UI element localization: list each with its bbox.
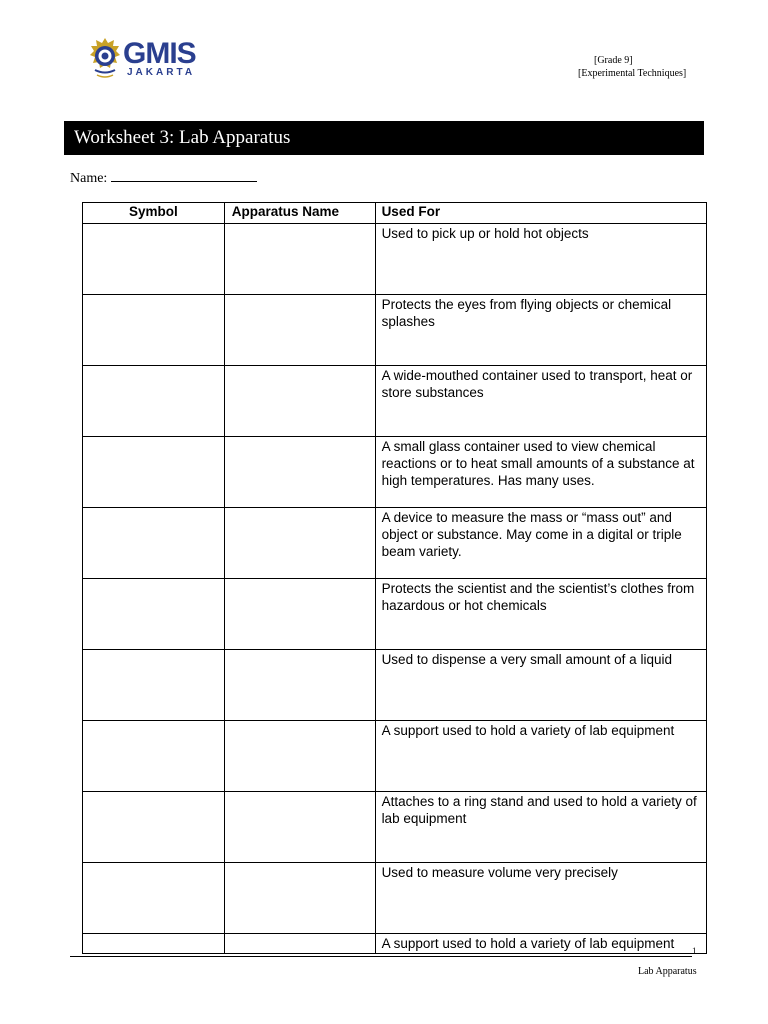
footer-divider	[70, 956, 692, 957]
apparatus-name-cell[interactable]	[224, 934, 375, 954]
symbol-cell[interactable]	[83, 863, 225, 934]
apparatus-name-cell[interactable]	[224, 721, 375, 792]
page-number: 1	[692, 946, 697, 956]
apparatus-name-cell[interactable]	[224, 437, 375, 508]
symbol-cell[interactable]	[83, 366, 225, 437]
symbol-cell[interactable]	[83, 650, 225, 721]
table-row	[83, 721, 707, 792]
symbol-cell[interactable]	[83, 437, 225, 508]
apparatus-name-cell[interactable]	[224, 650, 375, 721]
table-row	[83, 863, 707, 934]
used-for-cell: Used to pick up or hold hot objects	[375, 224, 706, 295]
used-for-cell: Used to dispense a very small amount of a liquid	[375, 650, 706, 721]
symbol-cell[interactable]	[83, 792, 225, 863]
table-row	[83, 224, 707, 295]
apparatus-table	[82, 202, 707, 954]
symbol-cell[interactable]	[83, 934, 225, 954]
table-row	[83, 934, 707, 954]
symbol-cell[interactable]	[83, 721, 225, 792]
used-for-cell: Protects the scientist and the scientist’s clothes from hazardous or hot chemicals	[375, 579, 706, 650]
title-bar	[64, 121, 704, 155]
used-for-cell: Used to measure volume very precisely	[375, 863, 706, 934]
apparatus-name-cell[interactable]	[224, 863, 375, 934]
apparatus-name-cell[interactable]	[224, 295, 375, 366]
used-for-cell: A wide-mouthed container used to transport, heat or store substances	[375, 366, 706, 437]
used-for-cell: A small glass container used to view chemical reactions or to heat small amounts of a substance at high temperatures. Has many uses.	[375, 437, 706, 508]
footer-title: Lab Apparatus	[638, 966, 697, 977]
school-crest-icon	[89, 37, 121, 81]
used-for-cell: A device to measure the mass or “mass out” and object or substance. May come in a digital or triple beam variety.	[375, 508, 706, 579]
symbol-cell[interactable]	[83, 295, 225, 366]
school-logo	[89, 37, 196, 83]
table-row	[83, 366, 707, 437]
used-for-cell: Attaches to a ring stand and used to hold a variety of lab equipment	[375, 792, 706, 863]
symbol-cell[interactable]	[83, 224, 225, 295]
table-row	[83, 508, 707, 579]
symbol-cell[interactable]	[83, 508, 225, 579]
name-field	[70, 169, 257, 188]
header-info	[578, 54, 686, 80]
header-apparatus-name: Apparatus Name	[224, 203, 375, 224]
used-for-cell: A support used to hold a variety of lab equipment	[375, 934, 706, 954]
apparatus-name-cell[interactable]	[224, 366, 375, 437]
apparatus-name-cell[interactable]	[224, 792, 375, 863]
used-for-cell: Protects the eyes from flying objects or chemical splashes	[375, 295, 706, 366]
logo-name: GMIS	[123, 37, 196, 70]
used-for-cell: A support used to hold a variety of lab equipment	[375, 721, 706, 792]
table-row	[83, 650, 707, 721]
header-symbol: Symbol	[83, 203, 225, 224]
apparatus-name-cell[interactable]	[224, 224, 375, 295]
grade-label: [Grade 9]	[594, 55, 633, 66]
topic-label: [Experimental Techniques]	[578, 68, 687, 79]
symbol-cell[interactable]	[83, 579, 225, 650]
table-row	[83, 579, 707, 650]
header-used-for: Used For	[375, 203, 706, 224]
table-row	[83, 792, 707, 863]
logo-location: JAKARTA	[127, 67, 196, 78]
table-header-row	[83, 203, 707, 224]
table-row	[83, 295, 707, 366]
worksheet-title: Worksheet 3: Lab Apparatus	[74, 127, 291, 148]
apparatus-name-cell[interactable]	[224, 508, 375, 579]
name-label: Name:	[70, 171, 108, 186]
table-row	[83, 437, 707, 508]
name-blank-line[interactable]	[111, 169, 257, 182]
apparatus-name-cell[interactable]	[224, 579, 375, 650]
